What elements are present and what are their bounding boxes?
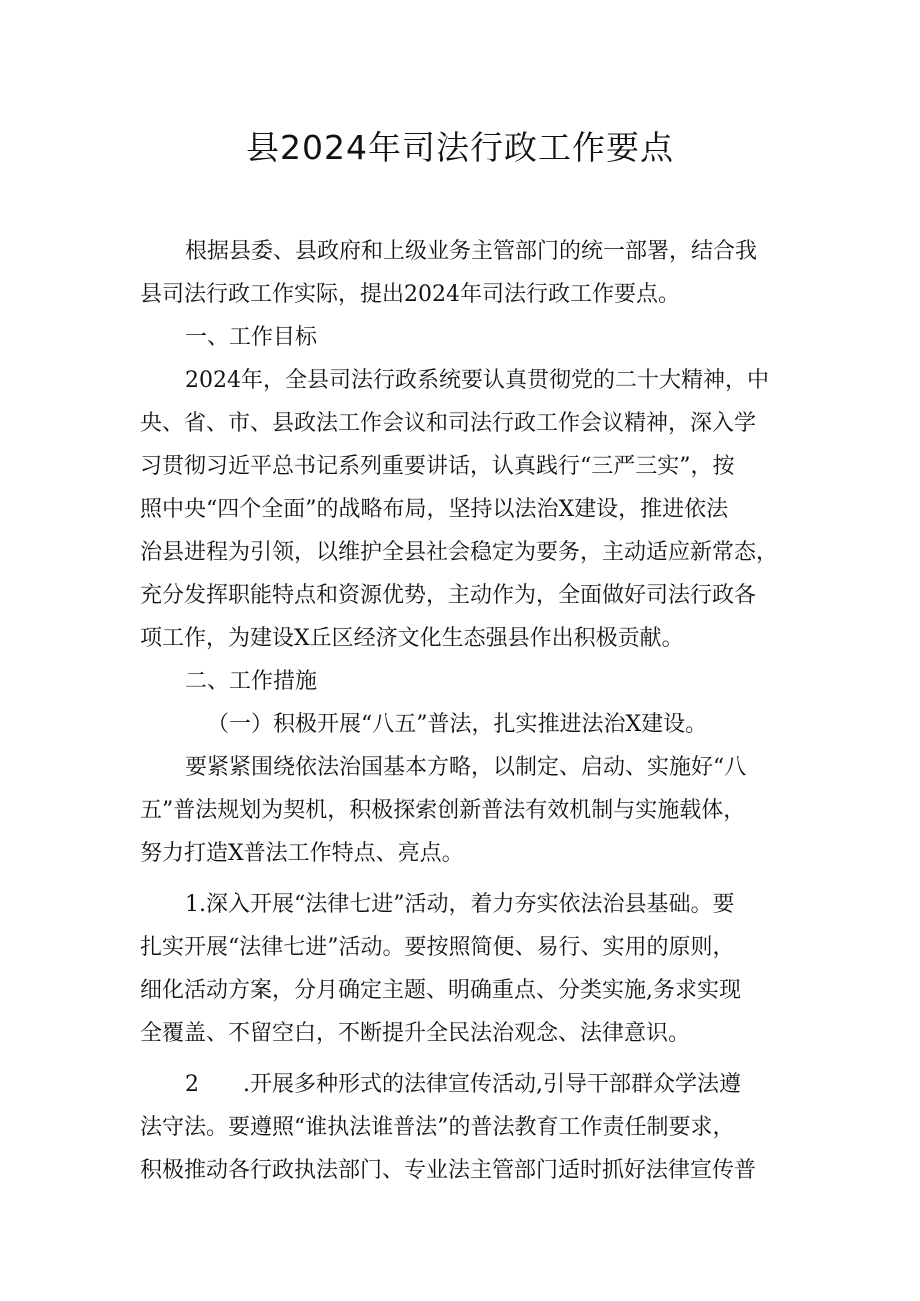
paragraph-line: 习贯彻习近平总书记系列重要讲话，认真践行“三严三实”，按 (140, 454, 735, 479)
paragraph-line: 项工作，为建设X丘区经济文化生态强县作出积极贡献。 (140, 626, 684, 651)
paragraph-line: 要紧紧围绕依法治国基本方略，以制定、启动、实施好“八 (185, 755, 747, 780)
paragraph-line: 央、省、市、县政法工作会议和司法行政工作会议精神，深入学 (140, 411, 757, 436)
paragraph-line: 2024年，全县司法行政系统要认真贯彻党的二十大精神，中 (185, 368, 769, 393)
document-title: 县2024年司法行政工作要点 (246, 128, 674, 167)
paragraph-line: 全覆盖、不留空白，不断提升全民法治观念、法律意识。 (140, 1021, 691, 1046)
paragraph-line: 治县进程为引领，以维护全县社会稳定为要务，主动适应新常态， (140, 540, 779, 565)
paragraph-line: 努力打造X普法工作特点、亮点。 (140, 841, 464, 866)
paragraph-line: 根据县委、县政府和上级业务主管部门的统一部署，结合我 (185, 239, 758, 264)
paragraph-line: 县司法行政工作实际，提出2024年司法行政工作要点。 (140, 282, 680, 307)
paragraph-line: 五”普法规划为契机，积极探索创新普法有效机制与实施载体， (140, 798, 746, 823)
paragraph-line: 1.深入开展“法律七进”活动，着力夯实依法治县基础。要 (185, 892, 735, 917)
section-heading-goals: 一、工作目标 (185, 325, 318, 350)
paragraph-line: 充分发挥职能特点和资源优势，主动作为，全面做好司法行政各 (140, 583, 757, 608)
paragraph-line: 法守法。要遵照“谁执法谁普法”的普法教育工作责任制要求， (140, 1115, 735, 1140)
section-heading-measures: 二、工作措施 (185, 669, 318, 694)
paragraph-line: 积极推动各行政执法部门、专业法主管部门适时抓好法律宣传普 (140, 1158, 757, 1183)
subsection-heading: （一）积极开展“八五”普法，扎实推进法治X建设。 (207, 712, 708, 737)
paragraph-line: 细化活动方案，分月确定主题、明确重点、分类实施,务求实现 (140, 978, 741, 1003)
paragraph-line: 扎实开展“法律七进”活动。要按照简便、易行、实用的原则， (140, 935, 735, 960)
paragraph-line: 2 .开展多种形式的法律宣传活动,引导干部群众学法遵 (185, 1072, 741, 1097)
paragraph-line: 照中央“四个全面”的战略布局，坚持以法治X建设，推进依法 (140, 497, 729, 522)
document-body (140, 230, 790, 1192)
